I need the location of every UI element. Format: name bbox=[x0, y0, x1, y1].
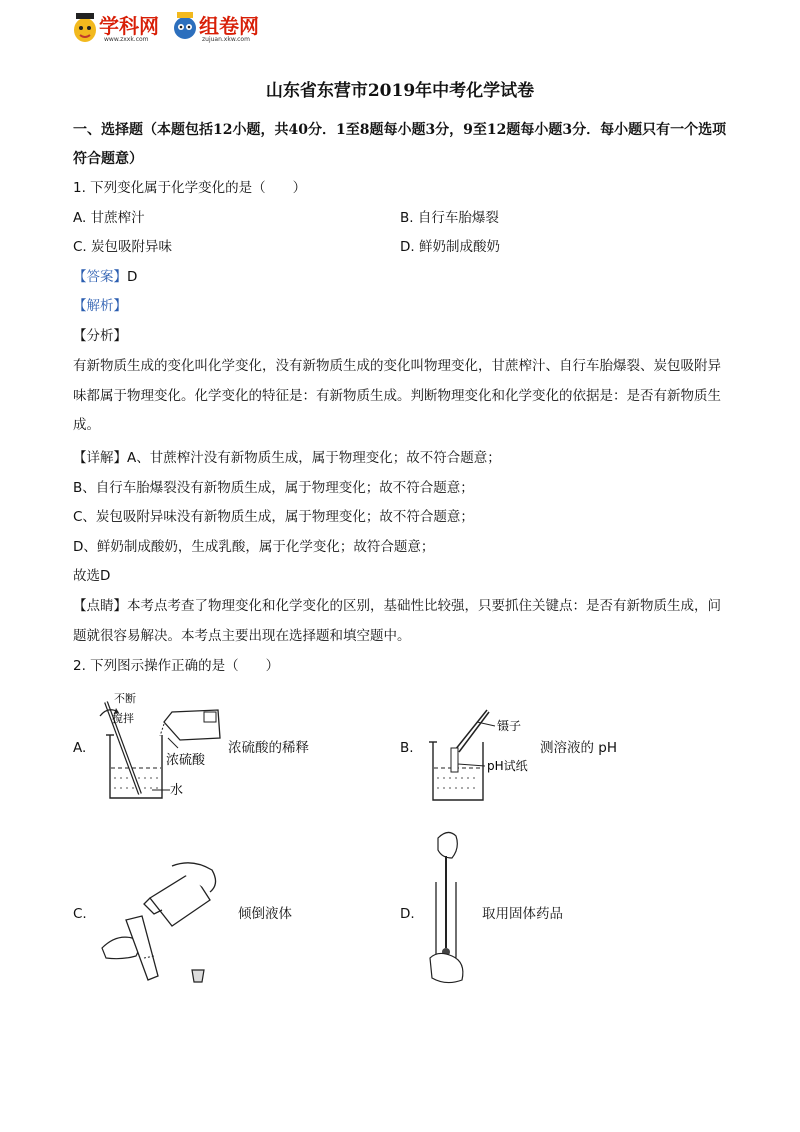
pouring-liquid-illustration bbox=[92, 848, 232, 988]
question-2-stem: 2. 下列图示操作正确的是（ ） bbox=[73, 658, 280, 674]
q1-detail-b: B、自行车胎爆裂没有新物质生成，属于物理变化；故不符合题意； bbox=[73, 480, 474, 496]
zujuan-logo-icon bbox=[172, 10, 198, 44]
q1-choose: 故选D bbox=[73, 568, 111, 584]
q2-option-d-letter: D. bbox=[400, 906, 415, 922]
q2-option-c-caption: 倾倒液体 bbox=[238, 906, 292, 922]
header-logos bbox=[72, 8, 272, 48]
zujuan-logo-text: 组卷网 bbox=[199, 14, 259, 38]
zxxk-logo-url: www.zxxk.com bbox=[104, 36, 149, 43]
q1-detail-c: C、炭包吸附异味没有新物质生成，属于物理变化；故不符合题意； bbox=[73, 509, 474, 525]
page-title: 山东省东营市2019年中考化学试卷 bbox=[265, 81, 535, 101]
solid-reagent-illustration bbox=[422, 828, 482, 988]
label-jiaoban: 搅拌 bbox=[112, 712, 134, 725]
q1-answer-line bbox=[73, 267, 137, 287]
q2-option-c-letter: C. bbox=[73, 906, 87, 922]
q2-option-b-caption: 测溶液的 pH bbox=[540, 740, 618, 756]
ph-test-illustration bbox=[425, 706, 545, 806]
question-1-stem: 1. 下列变化属于化学变化的是（ ） bbox=[73, 180, 307, 196]
q1-option-d: D. 鲜奶制成酸奶 bbox=[400, 239, 500, 255]
dilution-illustration bbox=[92, 690, 242, 805]
label-shui: 水 bbox=[170, 783, 184, 798]
label-buduan: 不断 bbox=[114, 692, 136, 705]
zujuan-logo-url: zujuan.xkw.com bbox=[202, 36, 250, 43]
label-ph-paper: pH试纸 bbox=[487, 759, 528, 773]
answer-tag: 【答案】 bbox=[73, 269, 127, 285]
q2-option-d-caption: 取用固体药品 bbox=[482, 906, 563, 922]
q1-option-c: C. 炭包吸附异味 bbox=[73, 239, 173, 255]
q2-option-b-letter: B. bbox=[400, 740, 414, 756]
q1-option-b: B. 自行车胎爆裂 bbox=[400, 210, 499, 226]
section-heading: 一、选择题（本题包括12小题，共40分．1至8题每小题3分，9至12题每小题3分．每小题只有一个选项符合题意） bbox=[73, 122, 727, 167]
zxxk-logo-text: 学科网 bbox=[99, 14, 159, 38]
q1-comment: 【点睛】本考点考查了物理变化和化学变化的区别，基础性比较强，只要抓住关键点：是否有新物质生成，问题就很容易解决。本考点主要出现在选择题和填空题中。 bbox=[73, 598, 721, 644]
jiexi-tag: 【解析】 bbox=[73, 298, 127, 314]
q1-option-a: A. 甘蔗榨汁 bbox=[73, 210, 145, 226]
q1-detail-a: 【详解】A、甘蔗榨汁没有新物质生成，属于物理变化；故不符合题意； bbox=[73, 450, 501, 466]
q1-detail-d: D、鲜奶制成酸奶，生成乳酸，属于化学变化；故符合题意； bbox=[73, 539, 435, 555]
q1-analysis: 有新物质生成的变化叫化学变化，没有新物质生成的变化叫物理变化，甘蔗榨汁、自行车胎爆裂、炭包吸附异味都属于物理变化。化学变化的特征是：有新物质生成。判断物理变化和化学变化的依据是：是否有新物质生成。 bbox=[73, 358, 721, 433]
answer-value: D bbox=[127, 269, 138, 285]
fenxi-tag: 【分析】 bbox=[73, 328, 127, 344]
q2-option-a-letter: A. bbox=[73, 740, 87, 756]
q2-option-a-caption: 浓硫酸的稀释 bbox=[228, 740, 309, 756]
zxxk-logo-icon bbox=[72, 10, 98, 44]
label-nongliusuan: 浓硫酸 bbox=[166, 753, 206, 768]
label-niezi: 镊子 bbox=[497, 719, 522, 733]
